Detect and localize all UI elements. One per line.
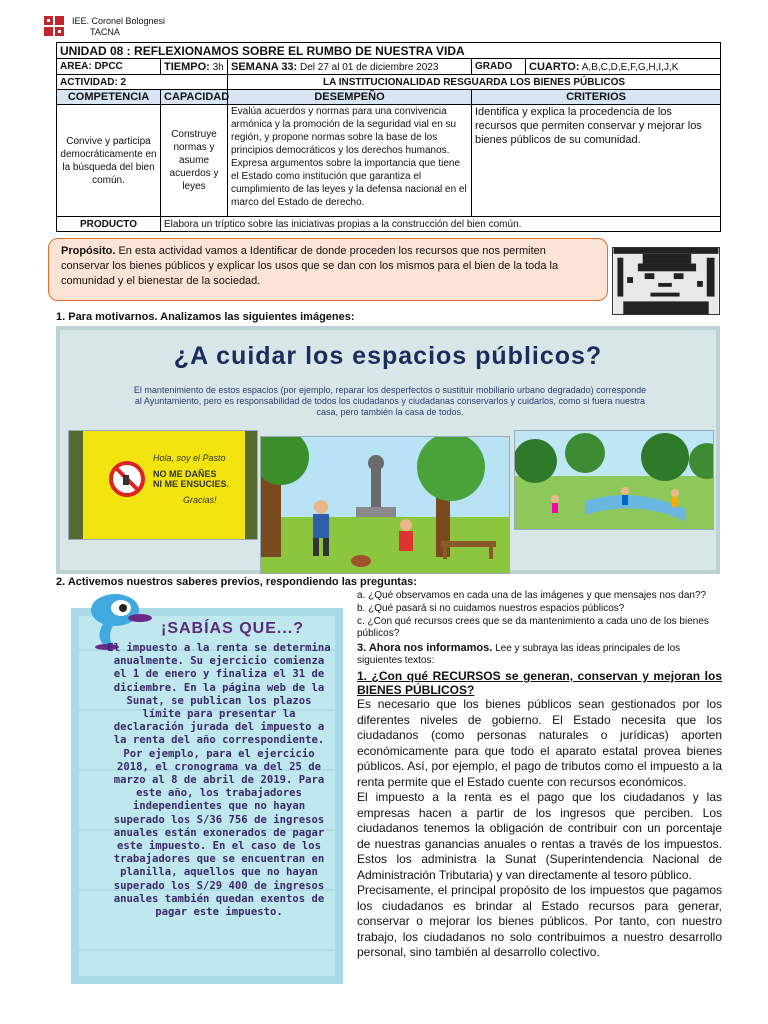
did-you-know-text: El impuesto a la renta se determina anualmente. Su ejercicio comienza el 1 de enero y finaliza el 31 de diciembre. En la página web de la Sunat, se publican los plazos límite para presentar la declaración jurada del impuesto a la renta del año correspondiente. Por ejemplo, para el ejercicio 2018, el cronograma va del 25 de marzo al 8 de abril de 2019. Para este año, los trabajadores independientes que no hayan superado los S/36 756 de ingresos anuales están exonerados de pagar este impuesto. En el caso de los trabajadores que se encuentran en planilla, aquellos que no hayan superado los S/29 400 de ingresos anuales también quedan exentos de pagar este impuesto. [107, 642, 331, 919]
sign-line-2: NO ME DAÑES [153, 469, 217, 479]
grado-label: GRADO [472, 59, 526, 75]
semana-cell [228, 59, 472, 75]
header-criterios: CRITERIOS [472, 90, 721, 105]
purpose-text: En esta actividad vamos a Identificar de donde proceden los recursos que nos permiten conservar los bienes públicos y explicar los usos que se dan con los mismos para el bien de la toda la comunidad y el bienestar de la sociedad. [61, 245, 559, 287]
producto-text: Elabora un tríptico sobre las iniciativas propias a la construcción del bien común. [161, 217, 721, 232]
did-you-know-panel [65, 590, 345, 984]
mascot-icon [85, 590, 155, 650]
criterios-text: Identifica y explica la procedencia de los recursos que permiten conservar y mejorar los bienes públicos de su comunidad. [472, 105, 721, 217]
no-litter-sign-image [68, 430, 258, 540]
purpose-label: Propósito. [61, 245, 116, 257]
section-2-title: 2. Activemos nuestros saberes previos, respondiendo las preguntas: [56, 576, 417, 588]
unit-cell [57, 43, 721, 59]
reading-paragraph-2: El impuesto a la renta es el pago que los ciudadanos y las empresas hacen a partir de los ingresos que perciben. Los ciudadanos tenemos la obligación de contribuir con un porcentaje de nuestras ganancias anuales o rentas a través de los impuestos. Estos los administra la Sunat (Superintendencia Nacional de Administración Tributaria) y van directamente al tesoro público. [357, 790, 722, 882]
section-1-title: 1. Para motivarnos. Analizamos las siguientes imágenes: [56, 311, 355, 323]
question-b: b. ¿Qué pasará si no cuidamos nuestros espacios públicos? [357, 603, 625, 614]
question-a: a. ¿Qué observamos en cada una de las imágenes y que mensajes nos dan?? [357, 590, 707, 601]
producto-label: PRODUCTO [57, 217, 161, 232]
did-you-know-title: ¡SABÍAS QUE...? [161, 620, 305, 637]
poster-text: El mantenimiento de estos espacios (por ejemplo, reparar los desperfectos o sustituir mobiliario urbano degradado) corresponde al Ayuntamiento, pero es responsabilidad de todos los ciudadanos y ciudadanas conservarlos y cuidarlos, como si fuera nuestra casa, pero también la casa de todos. [133, 385, 647, 417]
unit-title: REFLEXIONAMOS SOBRE EL RUMBO DE NUESTRA VIDA [134, 43, 465, 58]
school-logo [43, 15, 65, 37]
cuarto-value: A,B,C,D,E,F,G,H,I,J,K [581, 61, 679, 73]
public-spaces-poster [56, 326, 720, 574]
children-park-image [514, 430, 714, 530]
activity-title: LA INSTITUCIONALIDAD RESGUARDA LOS BIENES PÚBLICOS [228, 75, 721, 90]
semana-value: Del 27 al 01 de diciembre 2023 [300, 61, 439, 73]
school-name: IEE. Coronel Bolognesi [72, 16, 166, 26]
activity-info-table [56, 42, 721, 232]
section-3-label: 3. Ahora nos informamos. [357, 642, 493, 654]
tiempo-label: TIEMPO: [164, 60, 210, 73]
sign-line-1: Hola, soy el Pasto [153, 453, 226, 463]
reading-heading: 1. ¿Con qué RECURSOS se generan, conservan y mejoran los BIENES PÚBLICOS? [357, 669, 722, 697]
cuarto-cell [526, 59, 721, 75]
cuarto-label: CUARTO: [529, 60, 580, 73]
poster-title: ¿A cuidar los espacios públicos? [173, 342, 603, 370]
section-3-text: Lee y subraya las ideas principales de los siguientes textos: [357, 643, 681, 666]
tiempo-cell [161, 59, 228, 75]
tiempo-value: 3h [212, 61, 224, 73]
header-capacidad: CAPACIDAD [161, 90, 228, 105]
competencia-text: Convive y participa democráticamente en la búsqueda del bien común. [57, 105, 161, 217]
activity-number: ACTIVIDAD: 2 [57, 75, 228, 90]
sign-text [153, 453, 229, 505]
sign-line-3: NI ME ENSUCIES. [153, 479, 230, 489]
header-desempeno: DESEMPEÑO [228, 90, 472, 105]
semana-label: SEMANA 33: [231, 60, 298, 73]
reading-paragraph-1: Es necesario que los bienes públicos sean gestionados por los diferentes niveles de gobierno. El Estado necesita que los ciudadanos (como personas naturales o jurídicas) aporten económicamente para que todo el aparato estatal provea bienes públicos. Así, por ejemplo, el pago de tributos como el impuesto a la renta permite que el Estado cuente con recursos económicos. [357, 697, 722, 789]
desempeno-text: Evalúa acuerdos y normas para una convivencia armónica y la promoción de la seguridad vial en su región, y propone normas sobre la base de los principios democráticos y los derechos humanos. Expresa argumentos sobre la importancia que tiene el Estado como institución que garantiza el cumplimiento de las leyes y la defensa nacional en el marco del Estado de derecho. [228, 105, 472, 217]
reading-paragraph-3: Precisamente, el principal propósito de los impuestos que pagamos los ciudadanos es brindar al Estado recursos para generar, conservar o mejorar los bienes públicos. Por tanto, con nuestro trabajo, los ciudadanos no solo contribuimos a nuestro desarrollo personal, sino también al desarrollo colectivo. [357, 883, 722, 959]
question-c: c. ¿Con qué recursos crees que se da mantenimiento a cada uno de los bienes públicos? [357, 616, 709, 639]
header-competencia: COMPETENCIA [57, 90, 161, 105]
school-city: TACNA [90, 27, 120, 37]
section-3 [357, 642, 722, 667]
area-cell: AREA: DPCC [57, 59, 161, 75]
purpose-box [48, 238, 608, 301]
park-cleaning-illustration [260, 436, 510, 574]
capacidad-text: Construye normas y asume acuerdos y leyes [161, 105, 228, 217]
unit-label: UNIDAD 08 : [60, 43, 131, 58]
sign-line-4: Gracias! [183, 495, 217, 505]
portrait-image [612, 247, 720, 315]
questions-and-reading [357, 590, 722, 961]
